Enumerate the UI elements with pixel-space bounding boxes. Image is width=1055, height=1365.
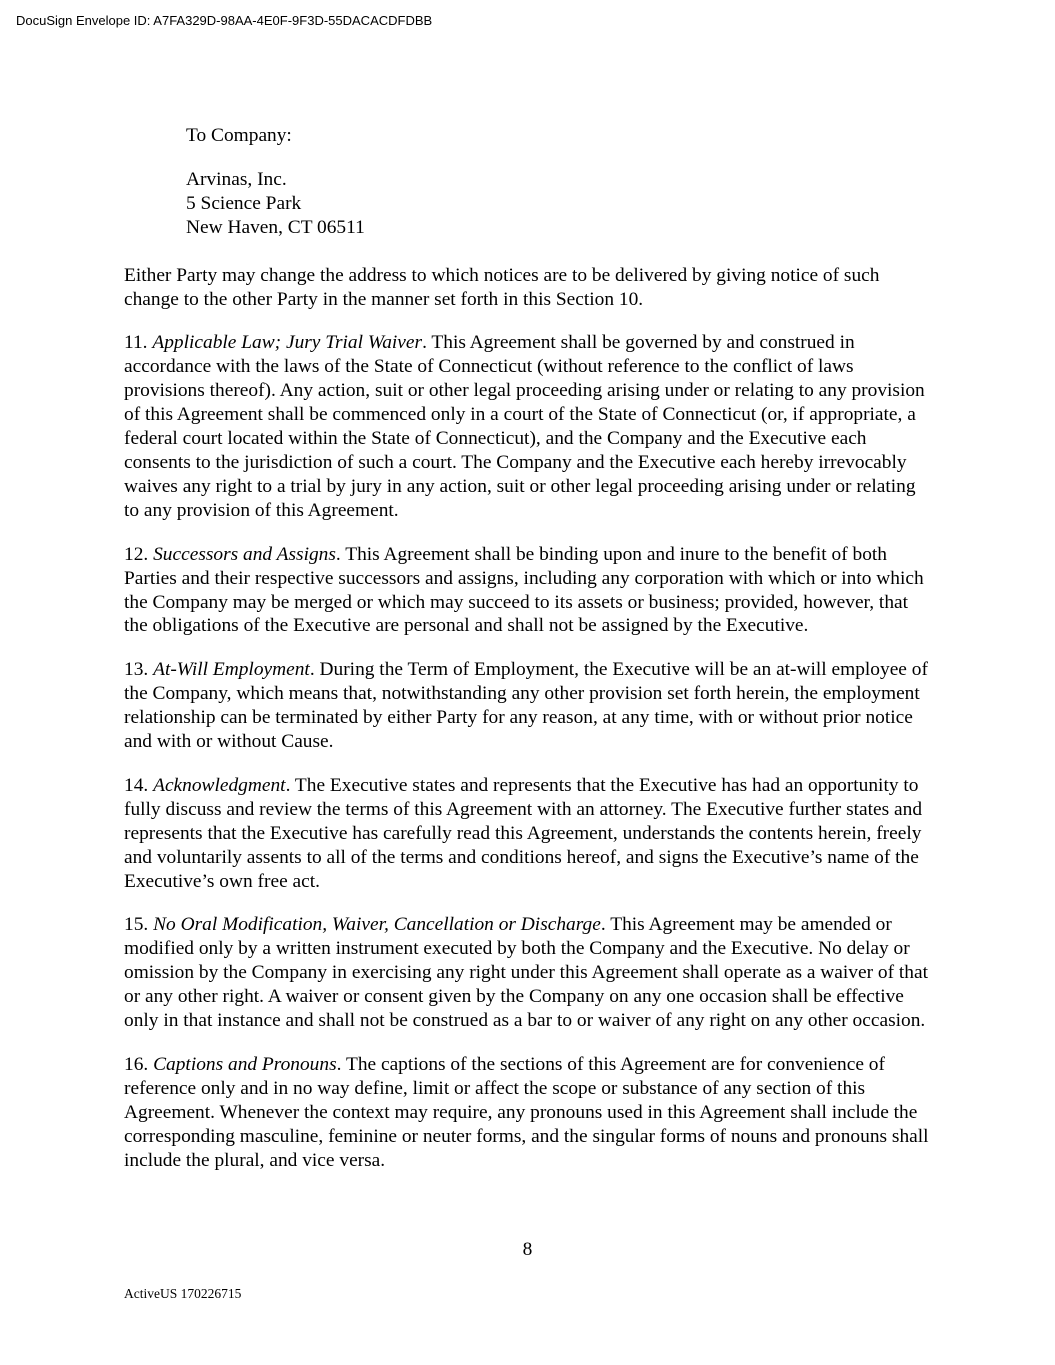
address-line-street: 5 Science Park (186, 192, 302, 214)
address-block (124, 124, 934, 240)
section-14 (124, 774, 934, 894)
notice-address-paragraph: Either Party may change the address to which notices are to be delivered by giving notice of such change to the other Party in the manner set forth in this Section 10. (124, 264, 880, 310)
section-heading: At-Will Employment (153, 659, 310, 681)
document-page (124, 124, 934, 1193)
address-line-city: New Haven, CT 06511 (186, 216, 365, 238)
section-body: . This Agreement may be amended or modified only by a written instrument executed by both the Company and the Executive. No delay or omission by the Company in exercising any right under this Agreement shall operate as a waiver of that or any other right. A waiver or consent given by the Company on any one occasion shall be effective only in that instance and shall not be construed as a bar to or waiver of any right on any other occasion. (124, 914, 928, 1032)
section-body: . The captions of the sections of this Agreement are for convenience of reference only and in no way define, limit or affect the scope or substance of any section of this Agreement. Whenever the context may require, any pronouns used in this Agreement shall include the corresponding masculine, feminine or neuter forms, and the singular forms of nouns and pronouns shall include the plural, and vice versa. (124, 1054, 929, 1171)
section-body: . This Agreement shall be governed by and construed in accordance with the laws of the State of Connecticut (without reference to the conflict of laws provisions thereof). Any action, suit or other legal proceeding arising under or relating to any provision of this Agreement shall be commenced only in a court of the State of Connecticut (or, if appropriate, a federal court located within the State of Connecticut), and the Company and the Executive each consents to the jurisdiction of such a court. The Company and the Executive each hereby irrevocably waives any right to a trial by jury in any action, suit or other legal proceeding arising under or relating to any provision of this Agreement. (124, 332, 925, 521)
section-heading: Applicable Law; Jury Trial Waiver (152, 332, 423, 354)
section-number: 15. (124, 914, 149, 936)
section-number: 11. (124, 332, 148, 354)
address-line-company: Arvinas, Inc. (186, 168, 287, 190)
section-heading: Acknowledgment (153, 774, 286, 796)
section-number: 12. (124, 543, 149, 565)
section-heading: Successors and Assigns (153, 543, 336, 565)
docusign-envelope-id: DocuSign Envelope ID: A7FA329D-98AA-4E0F-9F3D-55DACACDFDBB (16, 13, 433, 28)
section-15 (124, 913, 934, 1033)
section-heading: Captions and Pronouns (153, 1054, 337, 1075)
footer-document-id: ActiveUS 170226715 (124, 1286, 242, 1301)
section-body: . The Executive states and represents that the Executive has had an opportunity to fully discuss and review the terms of this Agreement with an attorney. The Executive further states and represents that the Executive has carefully read this Agreement, understands the contents herein, freely and voluntarily assents to all of the terms and conditions hereof, and signs the Executive’s name of the Executive’s own free act. (124, 774, 923, 892)
section-12 (124, 543, 934, 639)
section-heading: No Oral Modification, Waiver, Cancellation or Discharge (153, 914, 601, 936)
page-number: 8 (522, 1239, 533, 1260)
address-label: To Company: (186, 125, 292, 146)
section-16 (124, 1053, 934, 1173)
section-number: 14. (124, 774, 149, 796)
section-13 (124, 658, 934, 754)
section-11 (124, 331, 934, 522)
section-body: . During the Term of Employment, the Executive will be an at-will employee of the Company, which means that, notwithstanding any other provision set forth herein, the employment relationship can be terminated by either Party for any reason, at any time, with or without prior notice and with or without Cause. (124, 659, 928, 753)
section-number: 16. (124, 1054, 149, 1075)
section-number: 13. (124, 659, 149, 681)
section-body: . This Agreement shall be binding upon and inure to the benefit of both Parties and their respective successors and assigns, including any corporation with which or into which the Company may be merged or which may succeed to its assets or business; provided, however, that the obligations of the Executive are personal and shall not be assigned by the Executive. (124, 543, 924, 637)
